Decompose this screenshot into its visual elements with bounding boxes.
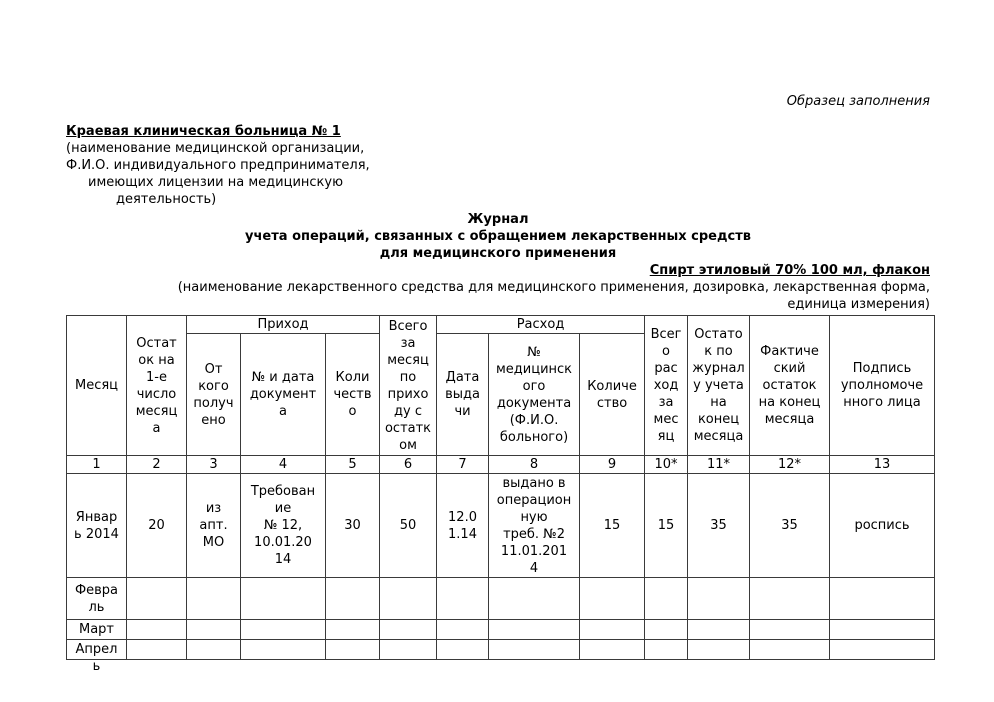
column-number: 4 [241, 456, 326, 474]
drug-note-line: (наименование лекарственного средства для медицинского применения, дозировка, лекарственная форма, [177, 280, 930, 295]
column-number: 13 [830, 456, 935, 474]
sample-watermark: Образец заполнения [786, 94, 930, 109]
header-total-with-balance: Всего за месяц по прихо ду с остатк ом [380, 316, 437, 456]
empty-cell [187, 578, 241, 620]
empty-cell [830, 620, 935, 640]
header-received-from: От кого получ ено [187, 334, 241, 456]
empty-cell [489, 620, 580, 640]
empty-cell [688, 578, 750, 620]
organization-note [66, 140, 930, 208]
header-journal-balance: Остато к по журнал у учета на конец месяца [688, 316, 750, 456]
january-received-from: из апт. МО [187, 474, 241, 578]
empty-cell [241, 578, 326, 620]
january-total-with-balance: 50 [380, 474, 437, 578]
column-number: 12* [750, 456, 830, 474]
column-number: 11* [688, 456, 750, 474]
empty-cell [127, 578, 187, 620]
empty-cell [830, 640, 935, 660]
header-opening-balance: Остат ок на 1-е число месяц а [127, 316, 187, 456]
organization-note-line: Ф.И.О. индивидуального предпринимателя, [66, 158, 370, 173]
header-quantity-out: Количе ство [580, 334, 645, 456]
empty-cell [688, 640, 750, 660]
header-signature: Подпись уполномоче нного лица [830, 316, 935, 456]
empty-cell [830, 578, 935, 620]
empty-cell [750, 640, 830, 660]
january-medical-doc: выдано в операцион ную треб. №2 11.01.201 4 [489, 474, 580, 578]
empty-cell [326, 620, 380, 640]
empty-cell [326, 578, 380, 620]
march-month: Март [67, 620, 127, 640]
january-quantity-out: 15 [580, 474, 645, 578]
empty-cell [241, 640, 326, 660]
april-month-text: Апрел ь [75, 641, 118, 674]
journal-title-line: учета операций, связанных с обращением лекарственных средств [245, 229, 751, 244]
column-number: 9 [580, 456, 645, 474]
empty-cell [127, 640, 187, 660]
data-row-february [67, 578, 935, 620]
data-row-april [67, 640, 935, 660]
journal-table [66, 315, 935, 674]
january-total-expense: 15 [645, 474, 688, 578]
column-number: 2 [127, 456, 187, 474]
column-number: 7 [437, 456, 489, 474]
january-journal-balance: 35 [688, 474, 750, 578]
header-actual-balance: Фактиче ский остаток на конец месяца [750, 316, 830, 456]
header-month: Месяц [67, 316, 127, 456]
empty-cell [437, 620, 489, 640]
empty-cell [437, 640, 489, 660]
drug-note-line: единица измерения) [787, 297, 930, 312]
january-actual-balance: 35 [750, 474, 830, 578]
empty-cell [645, 620, 688, 640]
empty-cell [489, 640, 580, 660]
empty-cell [326, 640, 380, 660]
header-quantity-in: Коли честв о [326, 334, 380, 456]
header-group-income: Приход [187, 316, 380, 334]
empty-cell [187, 620, 241, 640]
empty-cell [437, 578, 489, 620]
header-doc-number-date: № и дата документ а [241, 334, 326, 456]
january-opening-balance: 20 [127, 474, 187, 578]
january-quantity-in: 30 [326, 474, 380, 578]
february-month: Февра ль [67, 578, 127, 620]
journal-title-line: для медицинского применения [379, 246, 617, 261]
empty-cell [645, 640, 688, 660]
empty-cell [750, 620, 830, 640]
data-row-march [67, 620, 935, 640]
january-signature: роспись [830, 474, 935, 578]
empty-cell [380, 578, 437, 620]
empty-cell [127, 620, 187, 640]
empty-cell [580, 620, 645, 640]
drug-note [66, 279, 930, 313]
empty-cell [688, 620, 750, 640]
january-month: Январ ь 2014 [67, 474, 127, 578]
header-row-groups [67, 316, 935, 334]
column-number: 1 [67, 456, 127, 474]
empty-cell [187, 640, 241, 660]
january-doc-number-date: Требован ие № 12, 10.01.20 14 [241, 474, 326, 578]
journal-title-line: Журнал [467, 212, 529, 227]
column-number: 6 [380, 456, 437, 474]
column-number: 8 [489, 456, 580, 474]
empty-cell [380, 620, 437, 640]
header-issue-date: Дата выда чи [437, 334, 489, 456]
header-total-expense: Всег о рас ход за мес яц [645, 316, 688, 456]
january-issue-date: 12.0 1.14 [437, 474, 489, 578]
empty-cell [580, 640, 645, 660]
column-numbers-row [67, 456, 935, 474]
organization-note-line: (наименование медицинской организации, [66, 141, 365, 156]
header-medical-doc: № медицинск ого документа (Ф.И.О. больного) [489, 334, 580, 456]
data-row-january [67, 474, 935, 578]
organization-name: Краевая клиническая больница № 1 [66, 124, 341, 139]
organization-note-line: имеющих лицензии на медицинскую [88, 175, 344, 190]
empty-cell [580, 578, 645, 620]
journal-title [66, 211, 930, 262]
empty-cell [380, 640, 437, 660]
column-number: 10* [645, 456, 688, 474]
empty-cell [645, 578, 688, 620]
empty-cell [241, 620, 326, 640]
header-group-expense: Расход [437, 316, 645, 334]
drug-name: Спирт этиловый 70% 100 мл, флакон [649, 263, 930, 278]
column-number: 5 [326, 456, 380, 474]
organization-note-line: деятельность) [116, 192, 217, 207]
empty-cell [750, 578, 830, 620]
april-month [67, 640, 127, 674]
empty-cell [489, 578, 580, 620]
column-number: 3 [187, 456, 241, 474]
